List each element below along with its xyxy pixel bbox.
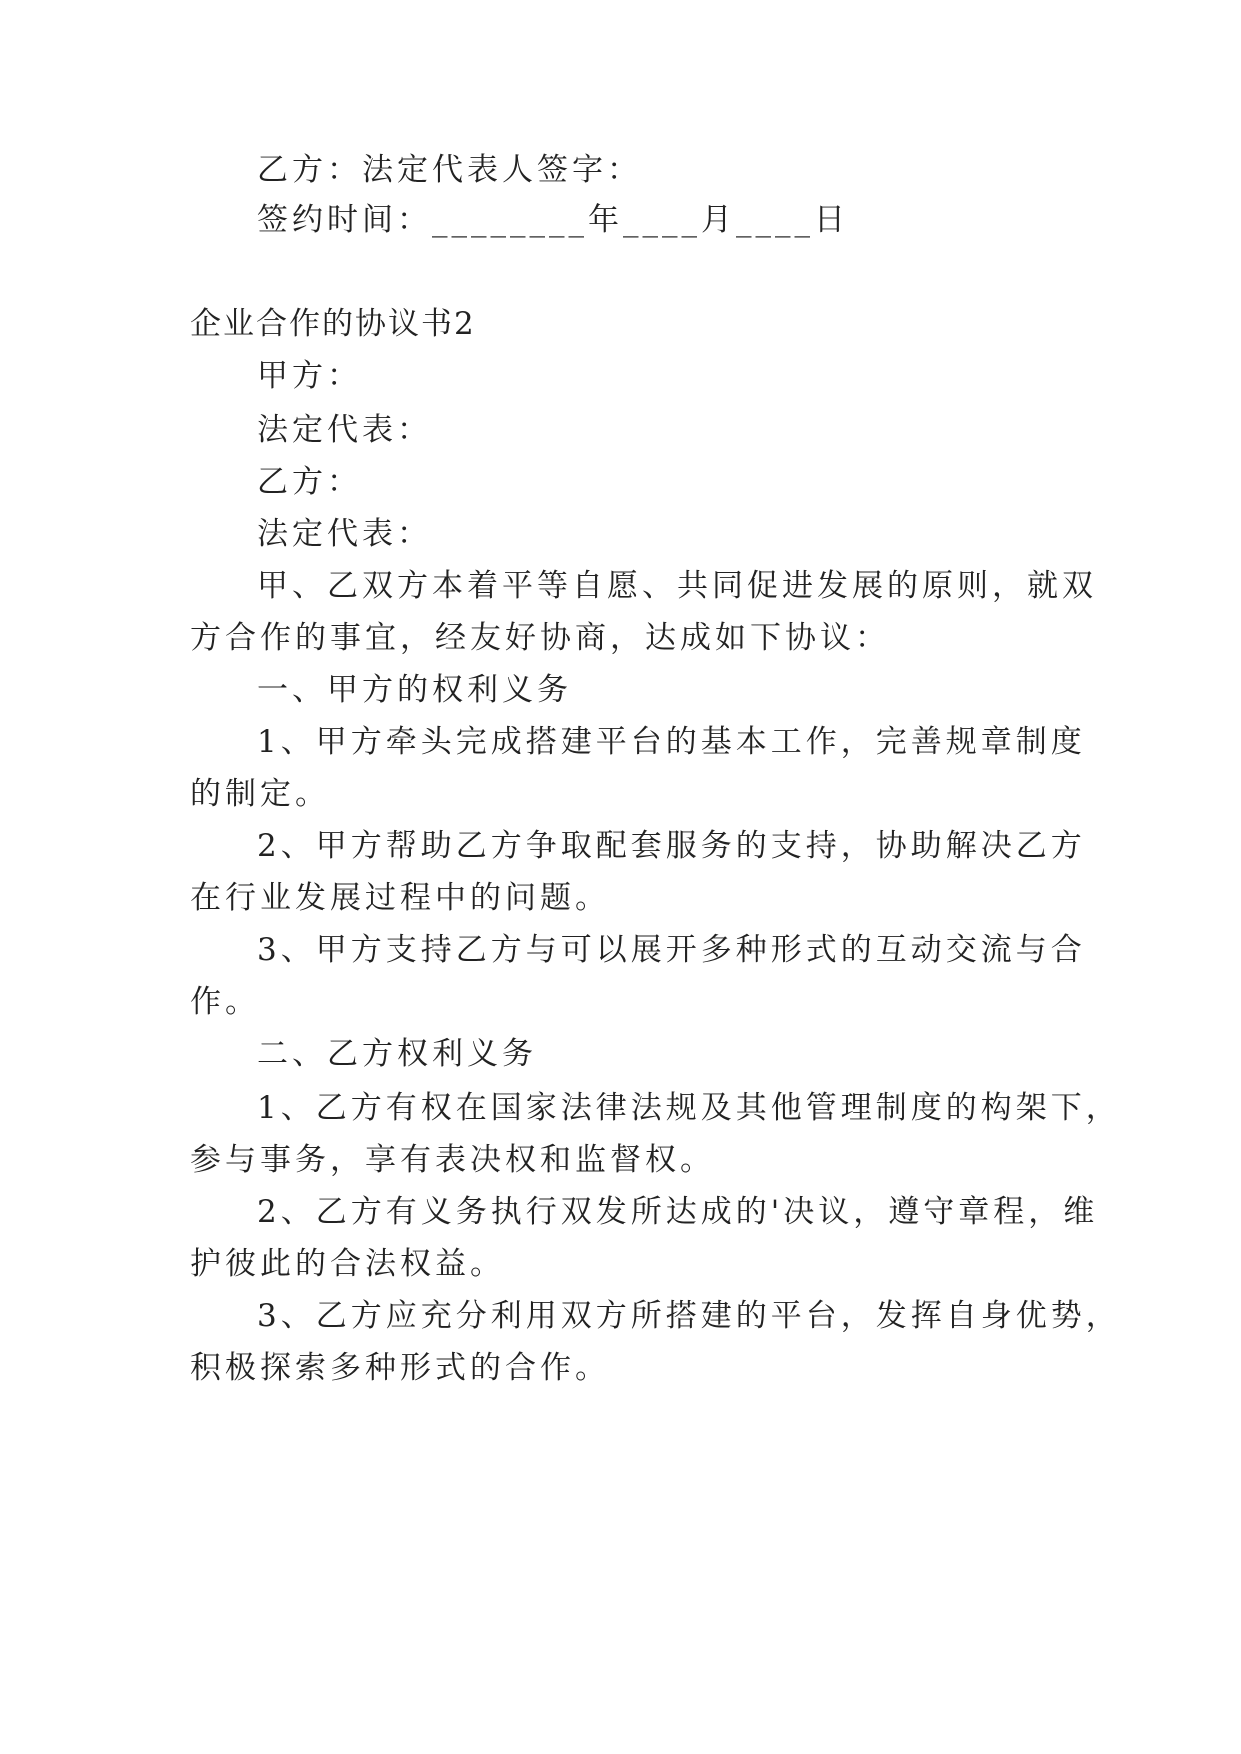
agreement-title: 企业合作的协议书2 <box>190 306 476 342</box>
section-b-item-2-line-1: 2、乙方有义务执行双发所达成的'决议，遵守章程，维 <box>257 1194 1099 1230</box>
section-a-item-3-line-2: 作。 <box>190 984 260 1020</box>
party-b-signature-line: 乙方：法定代表人签字： <box>257 152 642 188</box>
section-a-item-3-line-1: 3、甲方支持乙方与可以展开多种形式的互动交流与合 <box>257 932 1086 968</box>
intro-paragraph-line-1: 甲、乙双方本着平等自愿、共同促进发展的原则，就双 <box>257 568 1097 604</box>
section-a-item-1-line-2: 的制定。 <box>190 776 330 812</box>
section-b-title: 二、乙方权利义务 <box>257 1036 537 1072</box>
party-b-label: 乙方： <box>257 464 362 500</box>
signing-date-line: 签约时间：________年____月____日 <box>257 202 849 238</box>
intro-paragraph-line-2: 方合作的事宜，经友好协商，达成如下协议： <box>190 620 890 656</box>
section-b-item-1-line-2: 参与事务，享有表决权和监督权。 <box>190 1142 715 1178</box>
section-b-item-3-line-2: 积极探索多种形式的合作。 <box>190 1350 610 1386</box>
party-b-representative: 法定代表： <box>257 516 432 552</box>
section-b-item-1-line-1: 1、乙方有权在国家法律法规及其他管理制度的构架下， <box>257 1090 1121 1126</box>
section-a-title: 一、甲方的权利义务 <box>257 672 572 708</box>
section-a-item-2-line-1: 2、甲方帮助乙方争取配套服务的支持，协助解决乙方 <box>257 828 1086 864</box>
section-b-item-2-line-2: 护彼此的合法权益。 <box>190 1246 505 1282</box>
section-a-item-1-line-1: 1、甲方牵头完成搭建平台的基本工作，完善规章制度 <box>257 724 1086 760</box>
party-a-representative: 法定代表： <box>257 412 432 448</box>
party-a-label: 甲方： <box>257 358 362 394</box>
section-b-item-3-line-1: 3、乙方应充分利用双方所搭建的平台，发挥自身优势， <box>257 1298 1121 1334</box>
section-a-item-2-line-2: 在行业发展过程中的问题。 <box>190 880 610 916</box>
